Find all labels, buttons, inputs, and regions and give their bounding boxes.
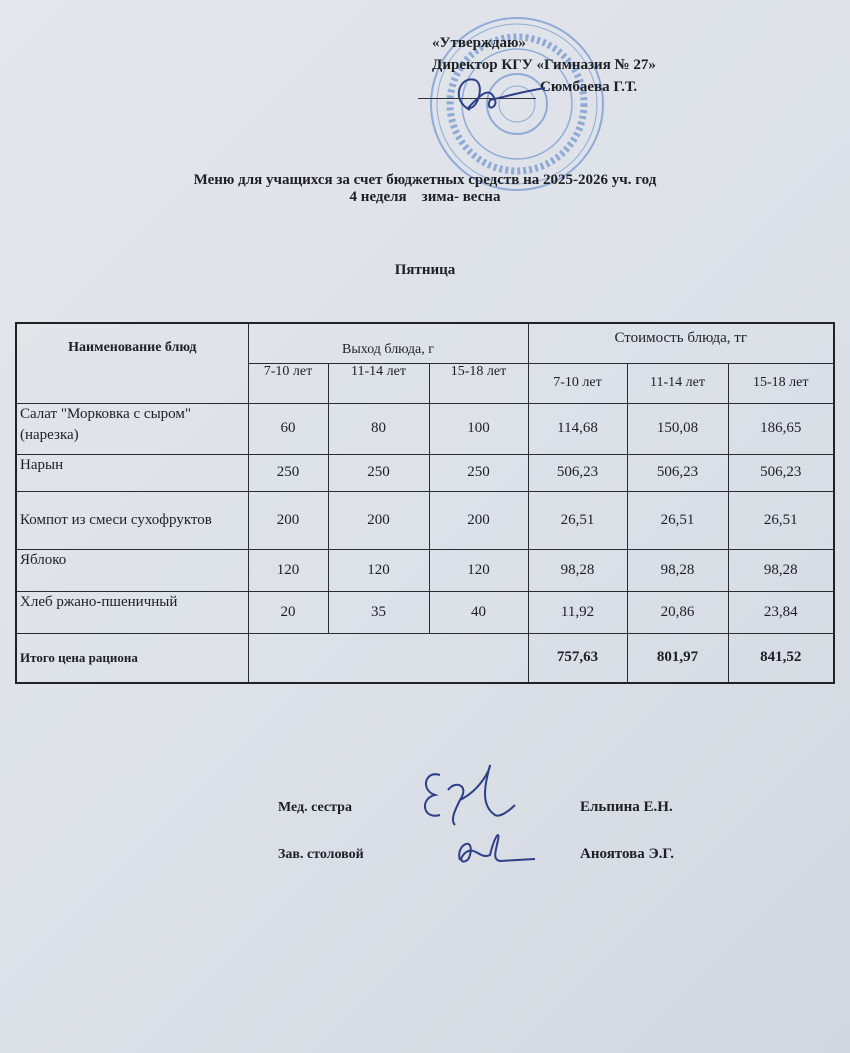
yield-cell: 35 — [328, 591, 429, 633]
signature-role: Зав. столовой — [278, 847, 364, 862]
dish-name: Яблоко — [16, 549, 248, 591]
dish-name: Хлеб ржано-пшеничный — [16, 591, 248, 633]
yield-cell: 200 — [429, 491, 528, 549]
approval-line1: «Утверждаю» — [432, 35, 526, 51]
yield-cell: 120 — [248, 549, 328, 591]
header-cost-age: 15-18 лет — [728, 363, 834, 403]
signature-name: Аноятова Э.Г. — [580, 846, 674, 862]
cost-cell: 20,86 — [627, 591, 728, 633]
total-label: Итого цена рациона — [16, 633, 248, 683]
approval-line2: Директор КГУ «Гимназия № 27» — [432, 57, 656, 73]
dish-name: Салат "Морковка с сыром" (нарезка) — [16, 403, 248, 454]
cost-cell: 150,08 — [627, 403, 728, 454]
table-row — [16, 591, 834, 633]
menu-title: Меню для учащихся за счет бюджетных средств на 2025-2026 уч. год — [193, 172, 657, 188]
table-row — [16, 491, 834, 549]
dish-name: Нарын — [16, 454, 248, 491]
cost-cell: 186,65 — [728, 403, 834, 454]
cost-cell: 98,28 — [528, 549, 627, 591]
canteen-head-signature — [440, 825, 540, 870]
header-yield-age: 7-10 лет — [248, 363, 328, 403]
header-yield-age: 11-14 лет — [328, 363, 429, 403]
yield-cell: 200 — [248, 491, 328, 549]
cost-cell: 26,51 — [728, 491, 834, 549]
cost-cell: 506,23 — [627, 454, 728, 491]
cost-cell: 23,84 — [728, 591, 834, 633]
total-cost: 801,97 — [627, 633, 728, 683]
week-season: 4 неделя зима- весна — [349, 189, 501, 205]
table-row — [16, 549, 834, 591]
menu-table — [15, 322, 835, 684]
dish-name: Компот из смеси сухофруктов — [16, 491, 248, 549]
yield-cell: 250 — [429, 454, 528, 491]
cost-cell: 11,92 — [528, 591, 627, 633]
nurse-signature — [410, 760, 520, 835]
cost-cell: 26,51 — [528, 491, 627, 549]
total-cost: 757,63 — [528, 633, 627, 683]
director-signature — [440, 70, 550, 120]
header-cost: Стоимость блюда, тг — [528, 323, 834, 363]
yield-cell: 60 — [248, 403, 328, 454]
yield-cell: 120 — [429, 549, 528, 591]
yield-cell: 250 — [328, 454, 429, 491]
signature-name: Ельпина Е.Н. — [580, 799, 673, 815]
yield-cell: 250 — [248, 454, 328, 491]
yield-cell: 200 — [328, 491, 429, 549]
total-row — [16, 633, 834, 683]
cost-cell: 98,28 — [627, 549, 728, 591]
total-empty-cell — [248, 633, 528, 683]
table-row — [16, 454, 834, 491]
director-name: Сюмбаева Г.Т. — [540, 79, 638, 95]
header-cost-age: 7-10 лет — [528, 363, 627, 403]
cost-cell: 114,68 — [528, 403, 627, 454]
signature-role: Мед. сестра — [278, 800, 352, 815]
weekday: Пятница — [394, 262, 456, 278]
total-cost: 841,52 — [728, 633, 834, 683]
cost-cell: 98,28 — [728, 549, 834, 591]
header-dish-name: Наименование блюд — [16, 323, 248, 403]
cost-cell: 26,51 — [627, 491, 728, 549]
cost-cell: 506,23 — [528, 454, 627, 491]
yield-cell: 120 — [328, 549, 429, 591]
cost-cell: 506,23 — [728, 454, 834, 491]
yield-cell: 100 — [429, 403, 528, 454]
header-yield: Выход блюда, г — [248, 323, 528, 363]
header-cost-age: 11-14 лет — [627, 363, 728, 403]
yield-cell: 80 — [328, 403, 429, 454]
table-row — [16, 403, 834, 454]
header-yield-age: 15-18 лет — [429, 363, 528, 403]
yield-cell: 20 — [248, 591, 328, 633]
yield-cell: 40 — [429, 591, 528, 633]
